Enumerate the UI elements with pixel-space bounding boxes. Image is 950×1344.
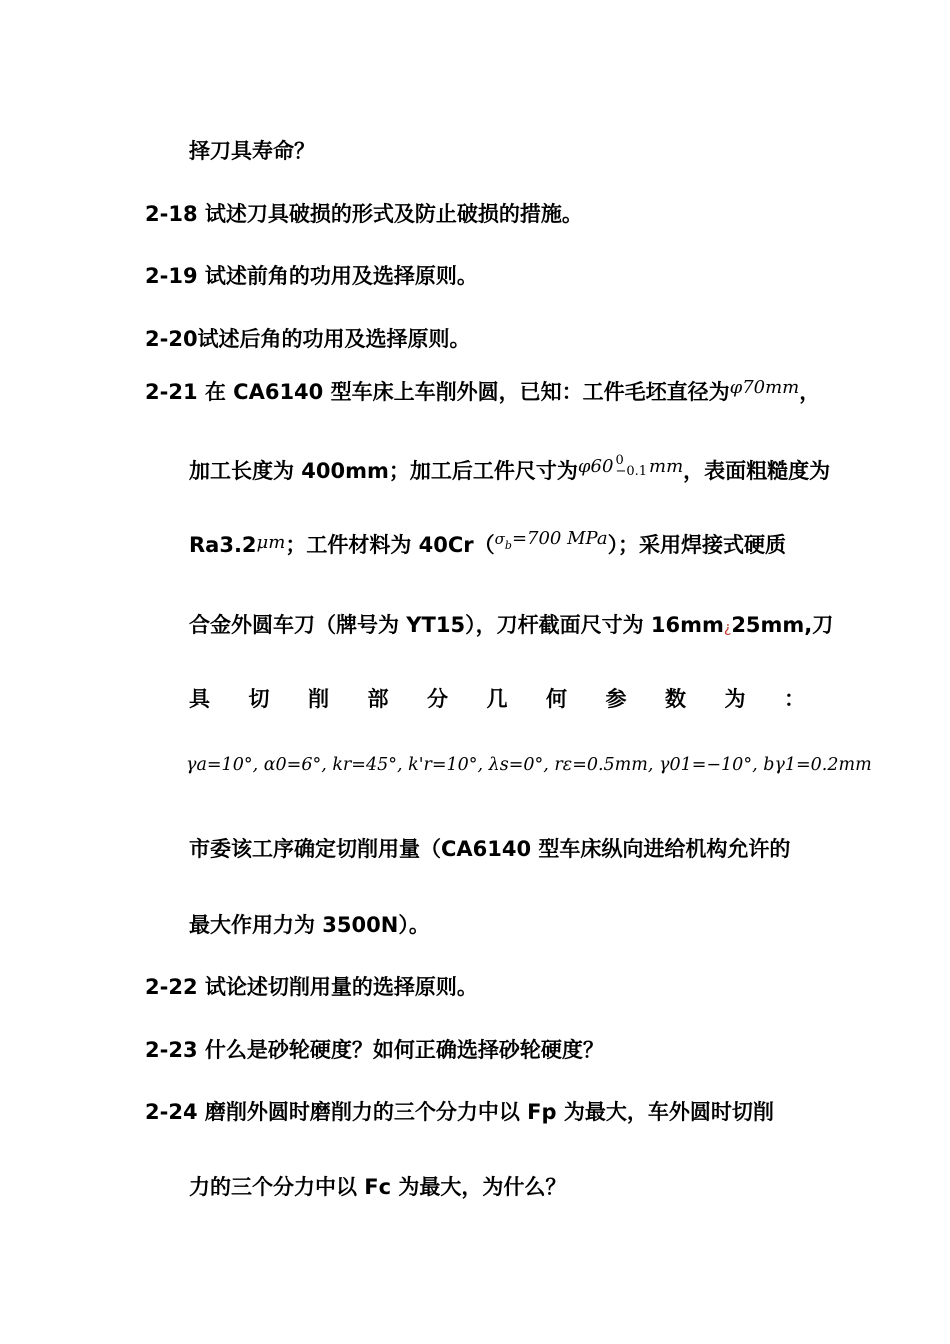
- text-line: 力的三个分力中以 Fc 为最大，为什么？: [189, 1175, 567, 1199]
- question-2-24: 2-24 磨削外圆时磨削力的三个分力中以 Fp 为最大，车外圆时切削: [145, 1100, 774, 1124]
- char: 切: [248, 687, 270, 711]
- char: 数: [665, 687, 686, 711]
- tool-parameters-formula: γa=10°, α0=6°, kr=45°, k'r=10°, λs=0°, rε=0.5mm, γ01=−10°, bγ1=0.2mm: [186, 755, 872, 775]
- text: 合金外圆车刀（牌号为 YT15），刀杆截面尺寸为 16mm: [189, 613, 724, 637]
- subscript: b: [504, 539, 512, 553]
- formula: =700 MPa: [511, 528, 608, 549]
- unit: mm: [649, 456, 684, 477]
- mark: ¿: [723, 620, 732, 636]
- formula: φ60: [577, 456, 614, 477]
- char: 具: [189, 687, 210, 711]
- subscript: −0.1: [615, 464, 648, 479]
- text: 25mm,刀: [731, 613, 834, 637]
- text: 2-21 在 CA6140 型车床上车削外圆，已知：工件毛坯直径为: [145, 380, 730, 404]
- char: 部: [367, 687, 389, 711]
- text: ；工件材料为 40Cr（: [285, 533, 495, 557]
- text: 加工长度为 400mm；加工后工件尺寸为: [189, 459, 578, 483]
- text: ，表面粗糙度为: [683, 459, 831, 483]
- text-line: 市委该工序确定切削用量（CA6140 型车床纵向进给机构允许的: [189, 837, 791, 861]
- text-line: 择刀具寿命？: [189, 139, 315, 163]
- sigma: σ: [494, 530, 505, 548]
- text: ，: [799, 380, 821, 404]
- char: 几: [486, 687, 508, 711]
- question-2-19: 2-19 试述前角的功用及选择原则。: [145, 264, 478, 288]
- question-2-18: 2-18 试述刀具破损的形式及防止破损的措施。: [145, 202, 583, 226]
- question-2-20: 2-20试述后角的功用及选择原则。: [145, 327, 471, 351]
- question-2-21: [145, 377, 820, 409]
- question-2-23: 2-23 什么是砂轮硬度？如何正确选择砂轮硬度？: [145, 1038, 604, 1062]
- unit: μm: [256, 532, 286, 553]
- text: Ra3.2: [189, 533, 257, 557]
- question-2-22: 2-22 试论述切削用量的选择原则。: [145, 975, 478, 999]
- superscript: 0: [615, 453, 624, 468]
- char: ：: [784, 687, 805, 711]
- text-line: [189, 610, 833, 643]
- char: 分: [427, 687, 448, 711]
- formula: φ70mm: [729, 377, 800, 398]
- text-line: 最大作用力为 3500N）。: [189, 913, 430, 937]
- char: 削: [308, 687, 329, 711]
- text-line: [189, 453, 831, 488]
- char: 为: [724, 687, 746, 711]
- char: 何: [546, 687, 567, 711]
- char: 参: [605, 687, 627, 711]
- text: ）；采用焊接式硬质: [607, 533, 787, 557]
- text-line: [189, 530, 786, 569]
- justified-line: [189, 684, 805, 714]
